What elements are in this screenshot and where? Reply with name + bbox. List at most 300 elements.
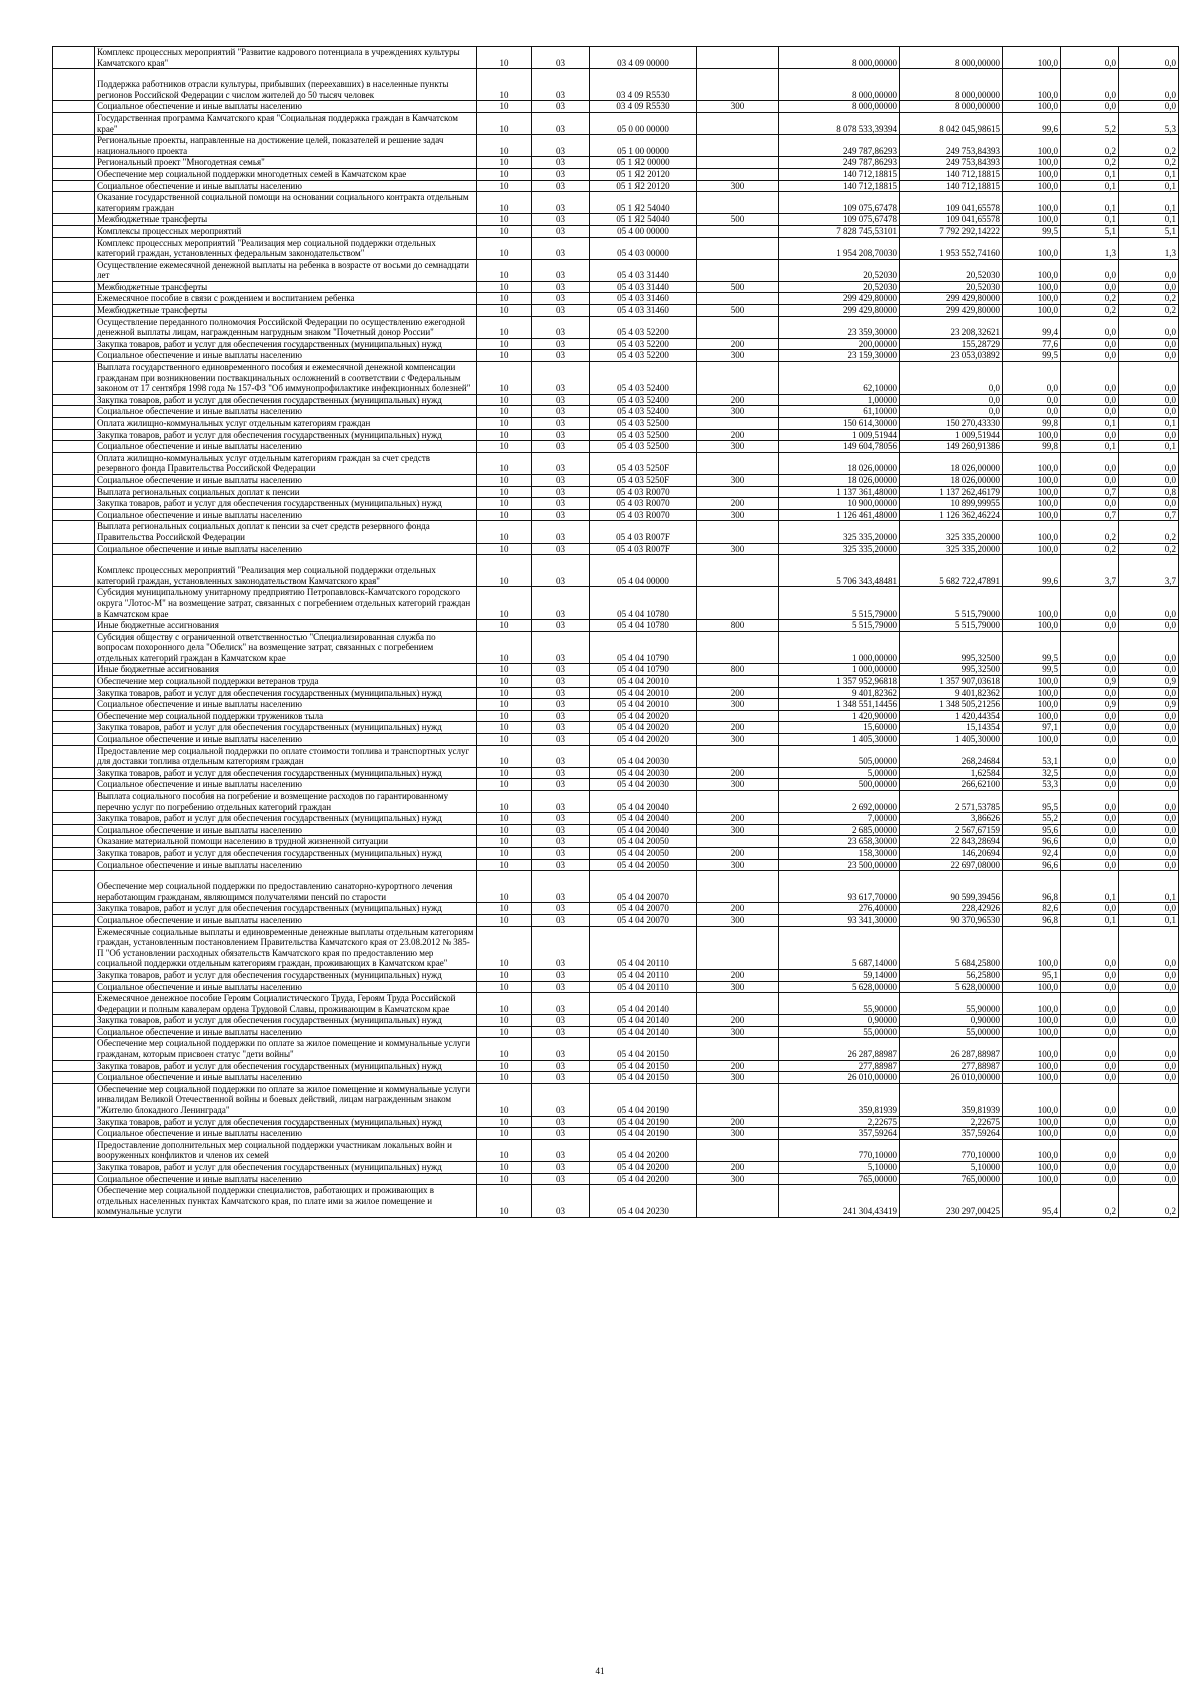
table-row [53, 509, 1179, 521]
cell-plan: 276,40000 [779, 903, 900, 915]
cell-name: Поддержка работников отрасли культуры, прибывших (переехавших) в населенные пункты регионов Российской Федерации с числом жителей до 50 тысяч человек [95, 69, 477, 101]
cell-name: Иные бюджетные ассигнования [95, 664, 477, 676]
table-row [53, 1015, 1179, 1027]
table-row [53, 1162, 1179, 1174]
cell-percent: 100,0 [1003, 474, 1061, 486]
cell-share-plan: 0,1 [1061, 180, 1119, 192]
cell-target-item: 05 4 04 20040 [590, 813, 697, 825]
cell-execution: 299 429,80000 [900, 293, 1003, 305]
cell-percent: 95,1 [1003, 969, 1061, 981]
cell-section: 10 [477, 452, 532, 474]
leading-empty-cell [53, 993, 95, 1015]
cell-share-plan: 0,0 [1061, 993, 1119, 1015]
cell-subsection: 03 [532, 441, 590, 453]
table-row [53, 1173, 1179, 1185]
cell-percent: 100,0 [1003, 926, 1061, 969]
cell-share-plan: 0,0 [1061, 101, 1119, 113]
cell-target-item: 05 4 04 20140 [590, 1026, 697, 1038]
cell-target-item: 05 4 04 20030 [590, 779, 697, 791]
leading-empty-cell [53, 587, 95, 620]
cell-execution: 765,00000 [900, 1173, 1003, 1185]
cell-name: Выплата государственного единовременного пособия и ежемесячной денежной компенсации гражданам при возникновении поствакцинальных осложнений в соответствии с Федеральным законом от 17 сентября 1998 года № 157-ФЗ "Об иммунопрофилактике инфекционных болезней" [95, 362, 477, 395]
cell-expense-type: 300 [697, 981, 779, 993]
cell-execution: 359,81939 [900, 1083, 1003, 1116]
cell-share-plan: 0,2 [1061, 305, 1119, 317]
cell-name: Социальное обеспечение и иные выплаты населению [95, 914, 477, 926]
cell-target-item: 03 4 09 R5530 [590, 69, 697, 101]
cell-target-item: 05 1 Я2 54040 [590, 214, 697, 226]
cell-plan: 0,90000 [779, 1015, 900, 1027]
cell-expense-type: 300 [697, 824, 779, 836]
cell-expense-type: 300 [697, 1128, 779, 1140]
cell-execution: 228,42926 [900, 903, 1003, 915]
cell-expense-type: 300 [697, 350, 779, 362]
cell-name: Комплекс процессных мероприятий "Реализация мер социальной поддержки отдельных категорий граждан, установленных федеральным законодательством" [95, 237, 477, 259]
cell-name: Региональный проект "Многодетная семья" [95, 157, 477, 169]
cell-section: 10 [477, 734, 532, 746]
cell-target-item: 05 4 04 20010 [590, 676, 697, 688]
cell-execution: 325 335,20000 [900, 521, 1003, 543]
cell-expense-type: 200 [697, 813, 779, 825]
cell-percent: 97,1 [1003, 722, 1061, 734]
cell-share-exec: 0,0 [1119, 1026, 1179, 1038]
cell-share-exec: 0,2 [1119, 293, 1179, 305]
cell-section: 10 [477, 259, 532, 281]
cell-name: Закупка товаров, работ и услуг для обеспечения государственных (муниципальных) нужд [95, 722, 477, 734]
cell-section: 10 [477, 305, 532, 317]
cell-share-exec: 0,0 [1119, 47, 1179, 69]
cell-expense-type [697, 225, 779, 237]
leading-empty-cell [53, 926, 95, 969]
cell-plan: 20,52030 [779, 281, 900, 293]
leading-empty-cell [53, 981, 95, 993]
cell-share-plan: 0,0 [1061, 767, 1119, 779]
cell-execution: 1 137 262,46179 [900, 486, 1003, 498]
leading-empty-cell [53, 543, 95, 555]
cell-expense-type: 300 [697, 441, 779, 453]
cell-plan: 765,00000 [779, 1173, 900, 1185]
cell-expense-type: 300 [697, 699, 779, 711]
cell-percent: 53,1 [1003, 745, 1061, 767]
cell-plan: 299 429,80000 [779, 293, 900, 305]
leading-empty-cell [53, 135, 95, 157]
cell-target-item: 05 4 04 10780 [590, 587, 697, 620]
cell-share-plan: 0,9 [1061, 676, 1119, 688]
cell-share-plan: 0,9 [1061, 699, 1119, 711]
leading-empty-cell [53, 631, 95, 664]
cell-share-plan: 0,0 [1061, 687, 1119, 699]
table-row [53, 259, 1179, 281]
cell-target-item: 05 4 04 20110 [590, 926, 697, 969]
cell-share-plan: 0,0 [1061, 362, 1119, 395]
cell-expense-type [697, 1185, 779, 1218]
table-row [53, 791, 1179, 813]
cell-plan: 23 359,30000 [779, 316, 900, 338]
cell-section: 10 [477, 710, 532, 722]
table-row [53, 676, 1179, 688]
cell-execution: 325 335,20000 [900, 543, 1003, 555]
cell-subsection: 03 [532, 406, 590, 418]
cell-target-item: 05 4 04 20140 [590, 1015, 697, 1027]
cell-subsection: 03 [532, 1162, 590, 1174]
leading-empty-cell [53, 281, 95, 293]
table-row [53, 338, 1179, 350]
leading-empty-cell [53, 338, 95, 350]
cell-name: Комплекс процессных мероприятий "Реализация мер социальной поддержки отдельных категорий граждан, установленных законодательством Камчатского края" [95, 555, 477, 587]
cell-subsection: 03 [532, 1083, 590, 1116]
cell-subsection: 03 [532, 521, 590, 543]
cell-target-item: 05 4 04 20040 [590, 791, 697, 813]
cell-plan: 500,00000 [779, 779, 900, 791]
table-row [53, 157, 1179, 169]
cell-execution: 55,90000 [900, 993, 1003, 1015]
cell-share-plan: 1,3 [1061, 237, 1119, 259]
cell-target-item: 05 4 03 52200 [590, 316, 697, 338]
cell-expense-type [697, 168, 779, 180]
cell-plan: 7,00000 [779, 813, 900, 825]
cell-section: 10 [477, 1026, 532, 1038]
cell-target-item: 05 0 00 00000 [590, 112, 697, 134]
cell-plan: 249 787,86293 [779, 135, 900, 157]
cell-percent: 100,0 [1003, 498, 1061, 510]
cell-share-plan: 0,0 [1061, 338, 1119, 350]
cell-expense-type: 200 [697, 1162, 779, 1174]
cell-percent: 100,0 [1003, 293, 1061, 305]
cell-share-exec: 0,0 [1119, 710, 1179, 722]
table-row [53, 101, 1179, 113]
cell-plan: 1 348 551,14456 [779, 699, 900, 711]
cell-target-item: 05 4 04 20150 [590, 1060, 697, 1072]
cell-expense-type: 300 [697, 1072, 779, 1084]
cell-target-item: 05 4 04 20050 [590, 836, 697, 848]
table-row [53, 664, 1179, 676]
cell-section: 10 [477, 168, 532, 180]
cell-target-item: 05 4 04 20150 [590, 1038, 697, 1060]
cell-subsection: 03 [532, 859, 590, 871]
table-row [53, 981, 1179, 993]
cell-section: 10 [477, 509, 532, 521]
leading-empty-cell [53, 157, 95, 169]
cell-percent: 100,0 [1003, 981, 1061, 993]
cell-share-exec: 0,7 [1119, 509, 1179, 521]
cell-plan: 1 357 952,96818 [779, 676, 900, 688]
cell-target-item: 05 4 04 20010 [590, 687, 697, 699]
cell-section: 10 [477, 699, 532, 711]
cell-share-exec: 0,0 [1119, 1116, 1179, 1128]
cell-execution: 3,86626 [900, 813, 1003, 825]
cell-plan: 1 009,51944 [779, 429, 900, 441]
leading-empty-cell [53, 859, 95, 871]
cell-subsection: 03 [532, 1026, 590, 1038]
cell-share-plan: 0,0 [1061, 1083, 1119, 1116]
cell-name: Закупка товаров, работ и услуг для обеспечения государственных (муниципальных) нужд [95, 1015, 477, 1027]
cell-plan: 2 685,00000 [779, 824, 900, 836]
cell-plan: 149 604,78056 [779, 441, 900, 453]
table-row [53, 687, 1179, 699]
leading-empty-cell [53, 192, 95, 214]
table-row [53, 745, 1179, 767]
cell-share-exec: 0,1 [1119, 214, 1179, 226]
cell-share-plan: 0,1 [1061, 914, 1119, 926]
leading-empty-cell [53, 1083, 95, 1116]
cell-share-exec: 0,1 [1119, 168, 1179, 180]
cell-name: Оказание государственной социальной помощи на основании социального контракта отдельным категориям граждан [95, 192, 477, 214]
table-row [53, 362, 1179, 395]
leading-empty-cell [53, 1015, 95, 1027]
cell-expense-type [697, 631, 779, 664]
cell-share-exec: 1,3 [1119, 237, 1179, 259]
cell-share-exec: 0,0 [1119, 687, 1179, 699]
cell-plan: 277,88987 [779, 1060, 900, 1072]
leading-empty-cell [53, 745, 95, 767]
cell-plan: 150 614,30000 [779, 418, 900, 430]
cell-section: 10 [477, 993, 532, 1015]
cell-subsection: 03 [532, 1060, 590, 1072]
table-row [53, 587, 1179, 620]
cell-share-exec: 0,0 [1119, 587, 1179, 620]
table-row [53, 69, 1179, 101]
cell-share-exec: 0,2 [1119, 1185, 1179, 1218]
cell-section: 10 [477, 406, 532, 418]
cell-name: Социальное обеспечение и иные выплаты населению [95, 981, 477, 993]
cell-share-plan: 0,0 [1061, 1139, 1119, 1161]
cell-name: Осуществление переданного полномочия Российской Федерации по осуществлению ежегодной денежной выплаты лицам, награжденным нагрудным знаком "Почетный донор России" [95, 316, 477, 338]
cell-share-exec: 0,0 [1119, 1060, 1179, 1072]
cell-plan: 357,59264 [779, 1128, 900, 1140]
cell-name: Социальное обеспечение и иные выплаты населению [95, 441, 477, 453]
cell-share-exec: 0,0 [1119, 734, 1179, 746]
cell-section: 10 [477, 687, 532, 699]
cell-target-item: 05 4 04 20140 [590, 993, 697, 1015]
cell-name: Закупка товаров, работ и услуг для обеспечения государственных (муниципальных) нужд [95, 1060, 477, 1072]
cell-plan: 109 075,67478 [779, 192, 900, 214]
cell-expense-type: 300 [697, 1026, 779, 1038]
cell-section: 10 [477, 779, 532, 791]
cell-share-exec: 3,7 [1119, 555, 1179, 587]
cell-execution: 0,0 [900, 406, 1003, 418]
cell-expense-type: 200 [697, 687, 779, 699]
cell-execution: 26 010,00000 [900, 1072, 1003, 1084]
cell-execution: 7 792 292,14222 [900, 225, 1003, 237]
cell-plan: 8 078 533,39394 [779, 112, 900, 134]
leading-empty-cell [53, 1173, 95, 1185]
cell-share-plan: 0,0 [1061, 587, 1119, 620]
table-row [53, 214, 1179, 226]
cell-plan: 20,52030 [779, 259, 900, 281]
cell-section: 10 [477, 722, 532, 734]
cell-name: Закупка товаров, работ и услуг для обеспечения государственных (муниципальных) нужд [95, 338, 477, 350]
cell-section: 10 [477, 441, 532, 453]
cell-subsection: 03 [532, 474, 590, 486]
cell-expense-type [697, 926, 779, 969]
leading-empty-cell [53, 259, 95, 281]
leading-empty-cell [53, 813, 95, 825]
cell-share-plan: 0,0 [1061, 981, 1119, 993]
cell-subsection: 03 [532, 664, 590, 676]
cell-plan: 1,00000 [779, 394, 900, 406]
cell-subsection: 03 [532, 871, 590, 903]
cell-percent: 99,8 [1003, 441, 1061, 453]
cell-execution: 5 628,00000 [900, 981, 1003, 993]
leading-empty-cell [53, 1072, 95, 1084]
cell-execution: 22 843,28694 [900, 836, 1003, 848]
cell-share-exec: 0,2 [1119, 543, 1179, 555]
cell-percent: 100,0 [1003, 1162, 1061, 1174]
table-row [53, 135, 1179, 157]
cell-subsection: 03 [532, 847, 590, 859]
cell-target-item: 05 1 Я2 20120 [590, 168, 697, 180]
cell-section: 10 [477, 676, 532, 688]
cell-section: 10 [477, 521, 532, 543]
cell-name: Комплекс процессных мероприятий "Развитие кадрового потенциала в учреждениях культуры Камчатского края" [95, 47, 477, 69]
cell-execution: 2 571,53785 [900, 791, 1003, 813]
cell-share-exec: 0,0 [1119, 1015, 1179, 1027]
cell-target-item: 05 4 04 20030 [590, 745, 697, 767]
cell-percent: 100,0 [1003, 1015, 1061, 1027]
cell-share-exec: 0,0 [1119, 631, 1179, 664]
cell-target-item: 03 4 09 R5530 [590, 101, 697, 113]
cell-share-exec: 0,0 [1119, 1173, 1179, 1185]
table-row [53, 734, 1179, 746]
cell-share-exec: 0,0 [1119, 69, 1179, 101]
cell-name: Предоставление дополнительных мер социальной поддержки участникам локальных войн и вооруженных конфликтов и членов их семей [95, 1139, 477, 1161]
table-row [53, 1185, 1179, 1218]
cell-target-item: 05 4 04 10790 [590, 631, 697, 664]
cell-percent: 32,5 [1003, 767, 1061, 779]
cell-subsection: 03 [532, 981, 590, 993]
cell-target-item: 05 4 03 52500 [590, 418, 697, 430]
cell-section: 10 [477, 1015, 532, 1027]
cell-subsection: 03 [532, 338, 590, 350]
cell-share-plan: 0,0 [1061, 1060, 1119, 1072]
leading-empty-cell [53, 687, 95, 699]
table-row [53, 486, 1179, 498]
cell-name: Выплата региональных социальных доплат к пенсии [95, 486, 477, 498]
cell-expense-type [697, 452, 779, 474]
cell-plan: 1 126 461,48000 [779, 509, 900, 521]
cell-percent: 100,0 [1003, 587, 1061, 620]
cell-plan: 10 900,00000 [779, 498, 900, 510]
cell-share-exec: 0,0 [1119, 813, 1179, 825]
cell-expense-type [697, 293, 779, 305]
cell-name: Выплата региональных социальных доплат к пенсии за счет средств резервного фонда Правительства Российской Федерации [95, 521, 477, 543]
table-row [53, 836, 1179, 848]
leading-empty-cell [53, 620, 95, 632]
cell-percent: 55,2 [1003, 813, 1061, 825]
cell-name: Ежемесячное пособие в связи с рождением и воспитанием ребенка [95, 293, 477, 305]
leading-empty-cell [53, 710, 95, 722]
cell-plan: 5 515,79000 [779, 620, 900, 632]
table-row [53, 993, 1179, 1015]
cell-section: 10 [477, 1139, 532, 1161]
cell-expense-type [697, 418, 779, 430]
cell-name: Социальное обеспечение и иные выплаты населению [95, 1128, 477, 1140]
cell-plan: 2,22675 [779, 1116, 900, 1128]
leading-empty-cell [53, 1128, 95, 1140]
cell-share-plan: 0,2 [1061, 521, 1119, 543]
cell-share-plan: 0,0 [1061, 824, 1119, 836]
cell-share-exec: 0,0 [1119, 406, 1179, 418]
cell-target-item: 03 4 09 00000 [590, 47, 697, 69]
cell-percent: 82,6 [1003, 903, 1061, 915]
cell-target-item: 05 4 03 R0070 [590, 498, 697, 510]
cell-subsection: 03 [532, 452, 590, 474]
cell-share-plan: 3,7 [1061, 555, 1119, 587]
cell-name: Социальное обеспечение и иные выплаты населению [95, 1072, 477, 1084]
cell-share-plan: 0,0 [1061, 791, 1119, 813]
table-row [53, 237, 1179, 259]
cell-execution: 146,20694 [900, 847, 1003, 859]
cell-section: 10 [477, 237, 532, 259]
cell-section: 10 [477, 338, 532, 350]
cell-section: 10 [477, 836, 532, 848]
cell-execution: 299 429,80000 [900, 305, 1003, 317]
cell-plan: 62,10000 [779, 362, 900, 395]
cell-execution: 150 270,43330 [900, 418, 1003, 430]
table-row [53, 305, 1179, 317]
cell-name: Ежемесячное денежное пособие Героям Социалистического Труда, Героям Труда Российской Федерации и полным кавалерам ордена Трудовой Славы, проживающим в Камчатском крае [95, 993, 477, 1015]
cell-subsection: 03 [532, 418, 590, 430]
cell-plan: 109 075,67478 [779, 214, 900, 226]
cell-share-exec: 5,1 [1119, 225, 1179, 237]
leading-empty-cell [53, 871, 95, 903]
cell-share-plan: 0,0 [1061, 498, 1119, 510]
cell-share-plan: 0,0 [1061, 779, 1119, 791]
cell-percent: 100,0 [1003, 1139, 1061, 1161]
cell-target-item: 05 4 04 20110 [590, 969, 697, 981]
cell-share-exec: 0,0 [1119, 767, 1179, 779]
cell-percent: 100,0 [1003, 237, 1061, 259]
table-row [53, 441, 1179, 453]
cell-plan: 1 137 361,48000 [779, 486, 900, 498]
cell-execution: 249 753,84393 [900, 135, 1003, 157]
cell-expense-type: 200 [697, 338, 779, 350]
cell-section: 10 [477, 664, 532, 676]
cell-expense-type [697, 47, 779, 69]
cell-section: 10 [477, 316, 532, 338]
cell-target-item: 05 4 04 20070 [590, 914, 697, 926]
table-row [53, 914, 1179, 926]
cell-plan: 93 617,70000 [779, 871, 900, 903]
cell-share-plan: 0,0 [1061, 734, 1119, 746]
cell-share-plan: 0,7 [1061, 509, 1119, 521]
cell-subsection: 03 [532, 101, 590, 113]
cell-share-plan: 0,1 [1061, 168, 1119, 180]
cell-execution: 15,14354 [900, 722, 1003, 734]
table-row [53, 192, 1179, 214]
leading-empty-cell [53, 180, 95, 192]
cell-percent: 100,0 [1003, 710, 1061, 722]
table-row [53, 47, 1179, 69]
cell-share-plan: 0,1 [1061, 192, 1119, 214]
cell-name: Обеспечение мер социальной поддержки по оплате за жилое помещение и коммунальные услуги гражданам, которым присвоен статус "дети войны" [95, 1038, 477, 1060]
cell-share-plan: 0,0 [1061, 722, 1119, 734]
cell-target-item: 05 1 00 00000 [590, 135, 697, 157]
cell-subsection: 03 [532, 214, 590, 226]
cell-share-plan: 0,2 [1061, 135, 1119, 157]
cell-expense-type [697, 521, 779, 543]
cell-target-item: 05 4 04 20230 [590, 1185, 697, 1218]
leading-empty-cell [53, 1185, 95, 1218]
cell-expense-type: 200 [697, 722, 779, 734]
cell-expense-type [697, 791, 779, 813]
leading-empty-cell [53, 734, 95, 746]
cell-name: Социальное обеспечение и иные выплаты населению [95, 350, 477, 362]
cell-subsection: 03 [532, 813, 590, 825]
cell-name: Социальное обеспечение и иные выплаты населению [95, 1173, 477, 1185]
cell-section: 10 [477, 214, 532, 226]
cell-execution: 5 515,79000 [900, 587, 1003, 620]
